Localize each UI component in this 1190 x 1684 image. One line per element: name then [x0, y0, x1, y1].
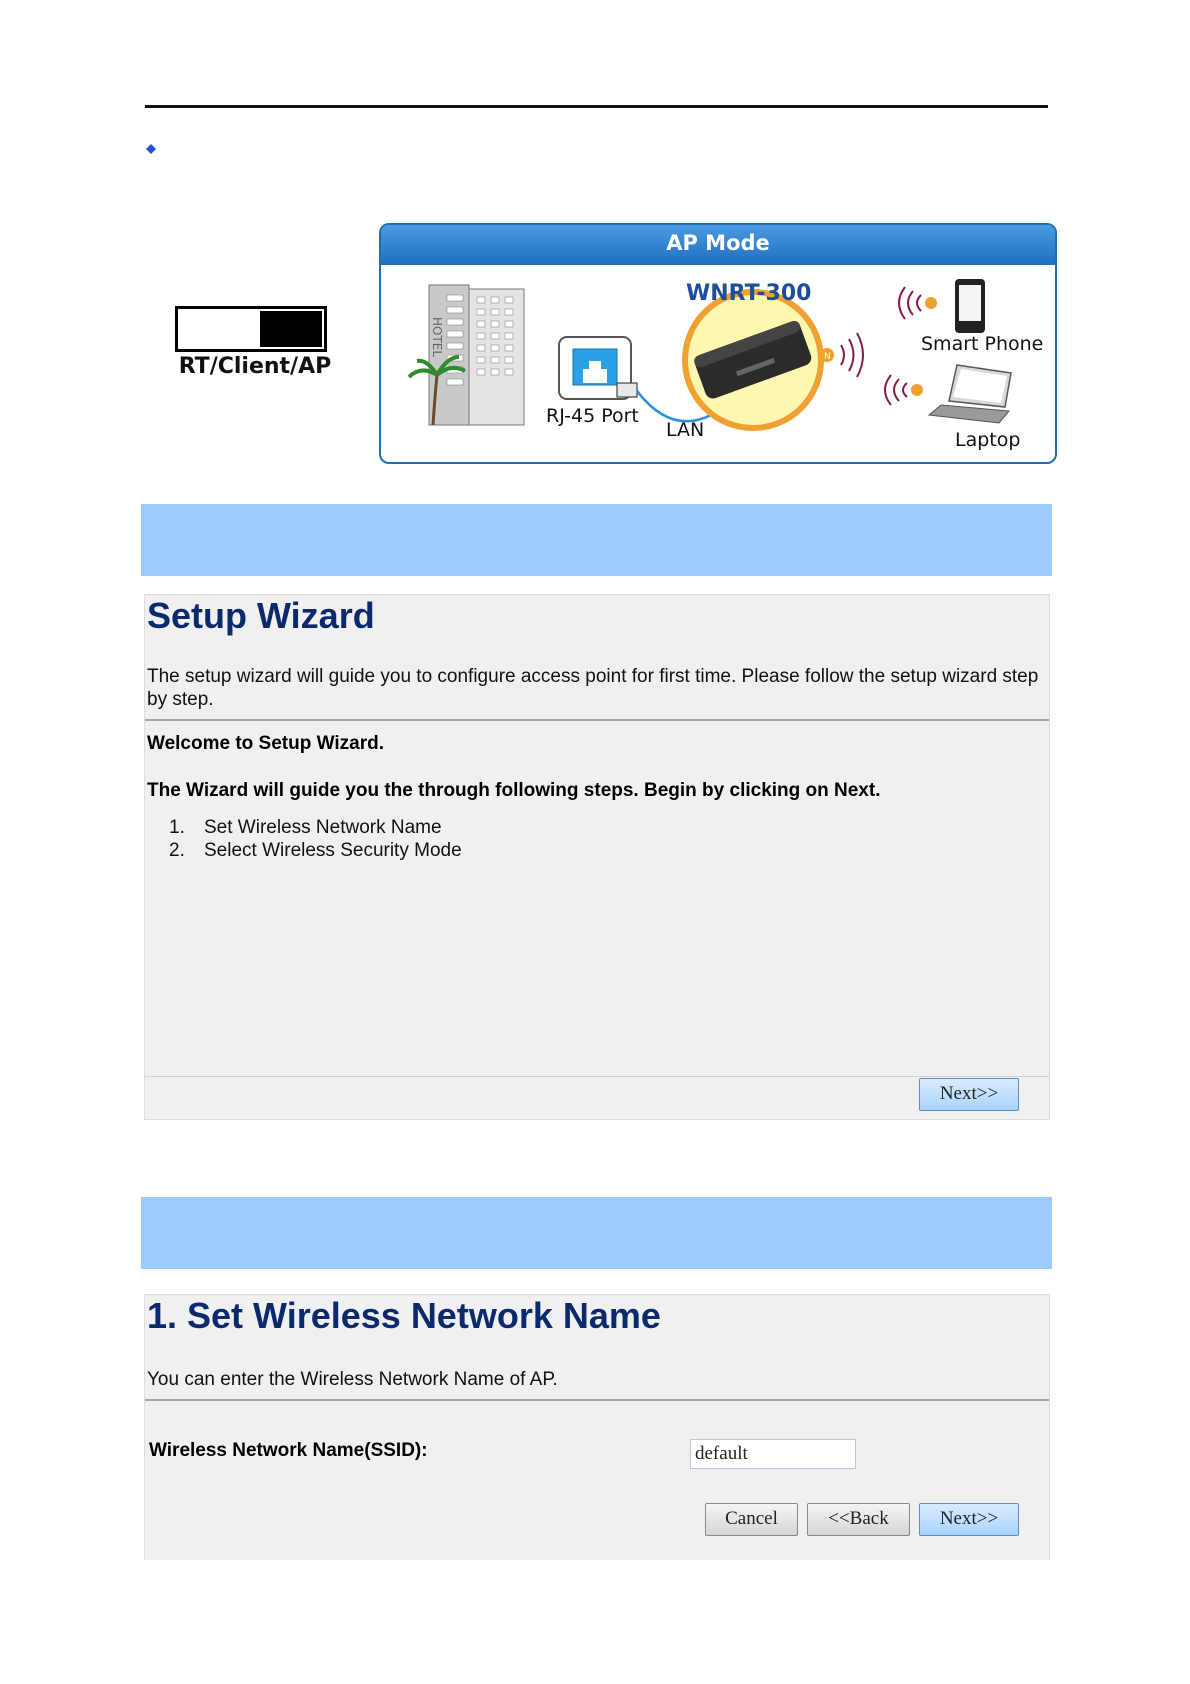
- step-number: 2.: [169, 840, 185, 861]
- router-model-label: WNRT-300: [686, 281, 812, 306]
- setup-wizard-panel: [144, 594, 1050, 1120]
- switch-label: RT/Client/AP: [178, 354, 332, 379]
- router-icon: [685, 292, 863, 428]
- back-button[interactable]: <<Back: [807, 1503, 910, 1536]
- ssid-field-label: Wireless Network Name(SSID):: [149, 1440, 428, 1461]
- switch-knob: [260, 311, 322, 347]
- steps-list: [169, 817, 462, 863]
- step-number: 1.: [169, 817, 185, 838]
- section-band-bottom: [141, 1197, 1052, 1269]
- list-item: [169, 817, 462, 840]
- network-name-panel: [144, 1294, 1050, 1560]
- hotel-building-icon: [409, 285, 524, 425]
- router-signal-icon: [820, 333, 863, 377]
- wizard-description: The setup wizard will guide you to configure access point for first time. Please follow the setup wizard step by step.: [147, 666, 1039, 710]
- network-name-description: You can enter the Wireless Network Name of AP.: [147, 1369, 558, 1390]
- step-label: Set Wireless Network Name: [204, 817, 442, 838]
- welcome-text: Welcome to Setup Wizard.: [147, 733, 385, 754]
- diagram-title: AP Mode: [666, 231, 770, 255]
- laptop-icon: [885, 365, 1011, 423]
- rj45-port-label: RJ-45 Port: [546, 405, 639, 427]
- laptop-label: Laptop: [955, 429, 1021, 451]
- cancel-button[interactable]: Cancel: [705, 1503, 798, 1536]
- list-item: [169, 840, 462, 863]
- hotel-sign: HOTEL: [430, 317, 444, 358]
- diamond-bullet-icon: [145, 143, 157, 155]
- section-band-top: [141, 504, 1052, 576]
- section-title: 1. Set Wireless Network Name: [147, 1295, 661, 1336]
- step-label: Select Wireless Security Mode: [204, 840, 462, 861]
- lan-label: LAN: [666, 419, 705, 441]
- ssid-input[interactable]: [690, 1439, 856, 1469]
- smart-phone-icon: [899, 279, 985, 333]
- smart-phone-label: Smart Phone: [921, 333, 1044, 355]
- next-button[interactable]: Next>>: [919, 1078, 1019, 1111]
- header-divider: [145, 719, 1049, 721]
- page-title: Setup Wizard: [147, 595, 375, 636]
- page-top-rule: [145, 105, 1048, 108]
- footer-divider: [145, 1076, 1049, 1077]
- next-button[interactable]: Next>>: [919, 1503, 1019, 1536]
- ap-mode-diagram: [379, 223, 1057, 464]
- svg-text:N: N: [824, 352, 831, 362]
- header-divider: [145, 1399, 1049, 1401]
- mode-switch-graphic: [175, 306, 327, 352]
- guide-text: The Wizard will guide you the through following steps. Begin by clicking on Next.: [147, 780, 881, 801]
